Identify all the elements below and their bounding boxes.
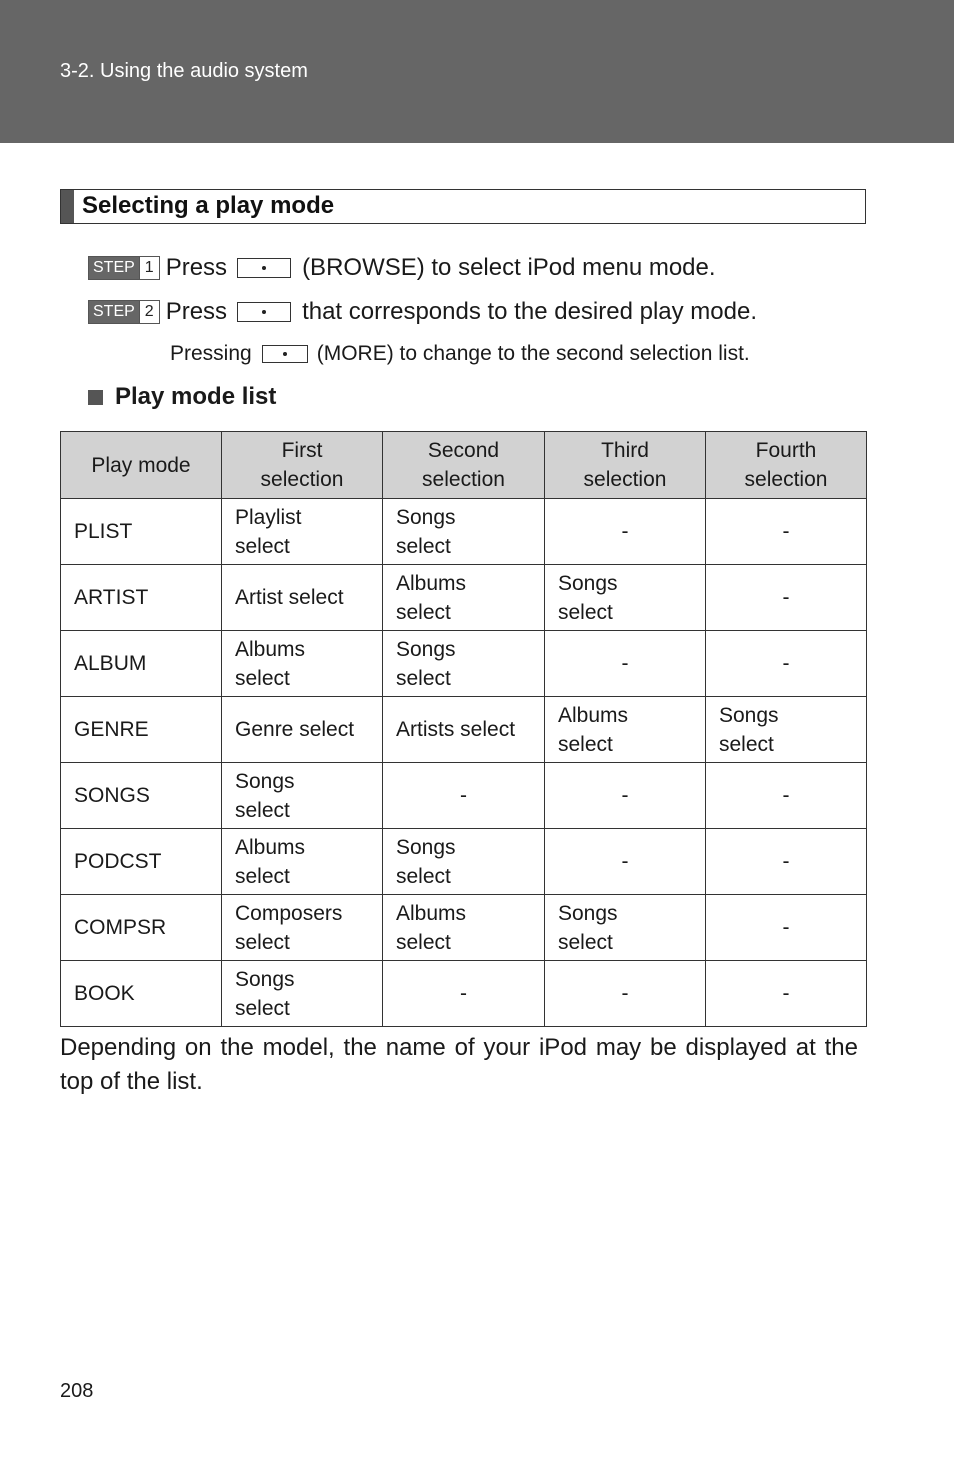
play-mode-cell [61, 895, 222, 961]
cell-text: select [235, 798, 290, 822]
step-badge [88, 256, 160, 280]
column-header-text: First [281, 439, 323, 462]
note [170, 339, 750, 369]
subsection-title: Play mode list [115, 383, 277, 410]
selection-cell [706, 961, 867, 1027]
selection-cell [222, 499, 383, 565]
column-header [706, 432, 867, 499]
button-dot-icon[interactable] [237, 258, 291, 278]
selection-cell [222, 631, 383, 697]
step-badge-number: 1 [139, 257, 159, 279]
cell-text: select [396, 600, 451, 624]
cell-text: Albums [396, 901, 467, 925]
selection-cell [222, 565, 383, 631]
column-header-text: Second [427, 439, 500, 462]
selection-cell [706, 697, 867, 763]
selection-cell [545, 565, 706, 631]
selection-cell [383, 499, 545, 565]
subsection-heading [88, 381, 276, 413]
selection-cell [383, 829, 545, 895]
cell-text: Songs [396, 505, 456, 529]
column-header [61, 432, 222, 499]
selection-cell [706, 565, 867, 631]
header-bar [0, 0, 954, 143]
cell-text: select [396, 864, 451, 888]
cell-text: Artist select [235, 586, 344, 609]
cell-text: Composers [235, 901, 343, 925]
cell-text: select [558, 732, 613, 756]
selection-cell [706, 895, 867, 961]
square-bullet-icon [88, 390, 103, 405]
step-press-text: Press [165, 254, 228, 281]
selection-cell [545, 829, 706, 895]
selection-cell [383, 697, 545, 763]
table-row [61, 829, 867, 895]
breadcrumb: 3-2. Using the audio system [60, 60, 308, 82]
cell-text: Albums [396, 571, 467, 595]
cell-text: - [621, 652, 629, 675]
step-1 [88, 253, 716, 283]
cell-text: - [621, 850, 629, 873]
step-2 [88, 297, 757, 327]
selection-cell [383, 895, 545, 961]
cell-text: Playlist [235, 505, 302, 529]
cell-text: COMPSR [74, 916, 167, 939]
selection-cell [222, 697, 383, 763]
cell-text: - [782, 982, 790, 1005]
table-row [61, 565, 867, 631]
button-dot-icon[interactable] [237, 302, 291, 322]
section-heading [60, 189, 866, 224]
selection-cell [545, 499, 706, 565]
step-badge-word: STEP [89, 301, 139, 323]
cell-text: Songs [235, 769, 295, 793]
cell-text: Songs [235, 967, 295, 991]
cell-text: select [396, 666, 451, 690]
cell-text: - [782, 520, 790, 543]
cell-text: select [235, 534, 290, 558]
note-prefix: Pressing [170, 342, 252, 365]
step-badge-number: 2 [139, 301, 159, 323]
selection-cell [706, 631, 867, 697]
table-row [61, 697, 867, 763]
table-body [61, 499, 867, 1027]
cell-text: Songs [396, 835, 456, 859]
table-row [61, 961, 867, 1027]
cell-text: - [460, 784, 467, 807]
play-mode-table [60, 431, 867, 1027]
cell-text: Songs [558, 571, 618, 595]
play-mode-cell [61, 565, 222, 631]
cell-text: PODCST [74, 850, 162, 873]
cell-text: select [235, 996, 290, 1020]
dot-icon [283, 352, 287, 356]
selection-cell [383, 763, 545, 829]
cell-text: Albums [235, 637, 306, 661]
table-row [61, 631, 867, 697]
step-badge [88, 300, 160, 324]
step-instruction: that corresponds to the desired play mode. [302, 298, 757, 325]
section-title: Selecting a play mode [82, 192, 335, 219]
selection-cell [706, 499, 867, 565]
cell-text: Genre select [235, 718, 355, 741]
cell-text: select [235, 864, 290, 888]
table-row [61, 499, 867, 565]
play-mode-cell [61, 697, 222, 763]
cell-text: - [782, 586, 790, 609]
column-header [222, 432, 383, 499]
cell-text: select [558, 600, 613, 624]
selection-cell [222, 829, 383, 895]
column-header-text: selection [422, 468, 505, 491]
selection-cell [222, 895, 383, 961]
selection-cell [545, 697, 706, 763]
cell-text: select [396, 534, 451, 558]
play-mode-cell [61, 961, 222, 1027]
cell-text: - [782, 916, 790, 939]
selection-cell [383, 631, 545, 697]
selection-cell [706, 829, 867, 895]
cell-text: SONGS [74, 784, 150, 807]
column-header-text: selection [744, 468, 828, 491]
column-header-text: Third [601, 439, 649, 462]
step-badge-word: STEP [89, 257, 139, 279]
cell-text: Albums [558, 703, 629, 727]
step-instruction: (BROWSE) to select iPod menu mode. [302, 254, 716, 281]
cell-text: Songs [396, 637, 456, 661]
selection-cell [383, 565, 545, 631]
selection-cell [383, 961, 545, 1027]
cell-text: select [235, 930, 290, 954]
cell-text: - [782, 652, 790, 675]
column-header-text: selection [583, 468, 667, 491]
cell-text: - [782, 784, 790, 807]
cell-text: - [460, 982, 467, 1005]
dot-icon [262, 266, 266, 270]
table-row [61, 763, 867, 829]
cell-text: Songs [558, 901, 618, 925]
table-header-row [61, 432, 867, 499]
selection-cell [706, 763, 867, 829]
column-header-text: selection [260, 468, 344, 491]
table-row [61, 895, 867, 961]
step-press-text: Press [165, 298, 228, 325]
cell-text: select [719, 732, 774, 756]
cell-text: - [621, 784, 629, 807]
page-number: 208 [60, 1380, 94, 1402]
footer-note: Depending on the model, the name of your iPod may be displayed at the top of the list. [60, 1034, 858, 1095]
cell-text: ALBUM [74, 652, 147, 675]
cell-text: GENRE [74, 718, 149, 741]
cell-text: Albums [235, 835, 306, 859]
cell-text: Artists select [396, 718, 516, 741]
selection-cell [545, 961, 706, 1027]
cell-text: select [235, 666, 290, 690]
column-header-text: Play mode [91, 453, 191, 477]
play-mode-cell [61, 829, 222, 895]
section-accent-bar [61, 190, 74, 223]
play-mode-cell [61, 499, 222, 565]
cell-text: - [782, 850, 790, 873]
column-header [383, 432, 545, 499]
column-header [545, 432, 706, 499]
selection-cell [222, 961, 383, 1027]
note-text: (MORE) to change to the second selection list. [316, 342, 750, 365]
cell-text: Songs [719, 703, 779, 727]
play-mode-cell [61, 631, 222, 697]
cell-text: PLIST [74, 520, 133, 543]
selection-cell [545, 631, 706, 697]
play-mode-cell [61, 763, 222, 829]
selection-cell [545, 895, 706, 961]
cell-text: select [558, 930, 613, 954]
cell-text: - [621, 520, 629, 543]
dot-icon [262, 310, 266, 314]
cell-text: ARTIST [74, 586, 149, 609]
selection-cell [545, 763, 706, 829]
column-header-text: Fourth [755, 439, 817, 462]
cell-text: - [621, 982, 629, 1005]
button-dot-icon[interactable] [262, 345, 308, 363]
selection-cell [222, 763, 383, 829]
cell-text: select [396, 930, 451, 954]
cell-text: BOOK [74, 982, 135, 1005]
